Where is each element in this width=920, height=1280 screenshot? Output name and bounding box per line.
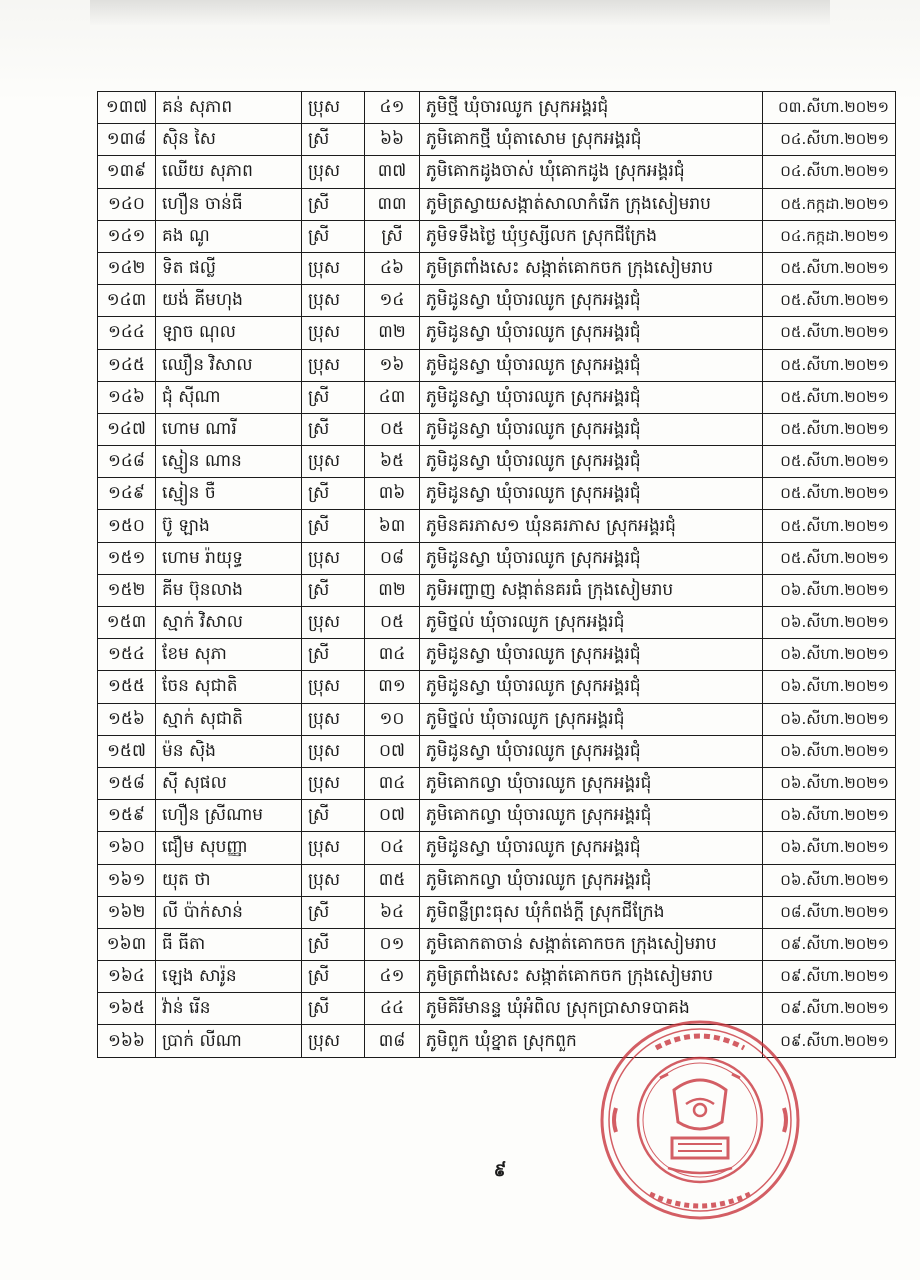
age-cell: ៣៣ xyxy=(365,188,420,220)
sex-cell: ប្រុស xyxy=(302,542,365,574)
table-row xyxy=(98,896,896,928)
row-number-cell: ១៣៨ xyxy=(98,124,156,156)
age-cell: ១៤ xyxy=(365,285,420,317)
age-cell: ៣៤ xyxy=(365,767,420,799)
table-row xyxy=(98,703,896,735)
sex-cell: ស្រី xyxy=(302,961,365,993)
address-cell: ភូមិទទឹងថ្ងៃ ឃុំឫស្សីលក ស្រុកជីក្រែង xyxy=(420,220,763,252)
age-cell: ៣៤ xyxy=(365,639,420,671)
row-number-cell: ១៥៥ xyxy=(98,671,156,703)
date-cell: ០៤.កក្កដា.២០២១ xyxy=(763,220,896,252)
date-cell: ០៦.សីហា.២០២១ xyxy=(763,800,896,832)
date-cell: ០៥.សីហា.២០២១ xyxy=(763,510,896,542)
sex-cell: ប្រុស xyxy=(302,735,365,767)
row-number-cell: ១៤០ xyxy=(98,188,156,220)
row-number-cell: ១៤៣ xyxy=(98,285,156,317)
date-cell: ០៩.សីហា.២០២១ xyxy=(763,1025,896,1057)
age-cell: ស្រី xyxy=(365,220,420,252)
age-cell: ៣៦ xyxy=(365,478,420,510)
address-cell: ភូមិពន្លឺព្រះធុស ឃុំកំពង់ក្ដី ស្រុកជីក្រែង xyxy=(420,896,763,928)
table-row xyxy=(98,317,896,349)
age-cell: ៣៥ xyxy=(365,864,420,896)
date-cell: ០៥.សីហា.២០២១ xyxy=(763,381,896,413)
table-row xyxy=(98,735,896,767)
person-name-cell: ខែម សុភា xyxy=(156,639,302,671)
address-cell: ភូមិអញ្ចាញ សង្កាត់នគរធំ ក្រុងសៀមរាប xyxy=(420,574,763,606)
row-number-cell: ១៦០ xyxy=(98,832,156,864)
person-name-cell: ស៊ី សុផល xyxy=(156,767,302,799)
row-number-cell: ១៥១ xyxy=(98,542,156,574)
date-cell: ០៥.សីហា.២០២១ xyxy=(763,317,896,349)
sex-cell: ប្រុស xyxy=(302,864,365,896)
row-number-cell: ១៥៤ xyxy=(98,639,156,671)
person-name-cell: ស្មាក់ វិសាល xyxy=(156,607,302,639)
table-row xyxy=(98,349,896,381)
row-number-cell: ១៤៦ xyxy=(98,381,156,413)
person-name-cell: ហឿន ចាន់ធី xyxy=(156,188,302,220)
table-row xyxy=(98,92,896,124)
table-row xyxy=(98,993,896,1025)
age-cell: ៤៤ xyxy=(365,993,420,1025)
date-cell: ០៦.សីហា.២០២១ xyxy=(763,864,896,896)
person-name-cell: ចែន សុជាតិ xyxy=(156,671,302,703)
address-cell: ភូមិត្រស្វាយសង្កាត់សាលាកំរើក ក្រុងសៀមរាប xyxy=(420,188,763,220)
sex-cell: ស្រី xyxy=(302,993,365,1025)
date-cell: ០៦.សីហា.២០២១ xyxy=(763,703,896,735)
age-cell: ០១ xyxy=(365,928,420,960)
date-cell: ០៤.សីហា.២០២១ xyxy=(763,124,896,156)
table-row xyxy=(98,156,896,188)
date-cell: ០៥.សីហា.២០២១ xyxy=(763,285,896,317)
date-cell: ០៥.សីហា.២០២១ xyxy=(763,478,896,510)
table-row xyxy=(98,446,896,478)
address-cell: ភូមិថ្នល់ ឃុំចារឈូក ស្រុកអង្គរជុំ xyxy=(420,607,763,639)
address-cell: ភូមិគោកល្វា ឃុំចារឈូក ស្រុកអង្គរជុំ xyxy=(420,767,763,799)
row-number-cell: ១៤៥ xyxy=(98,349,156,381)
sex-cell: ស្រី xyxy=(302,220,365,252)
sex-cell: ស្រី xyxy=(302,124,365,156)
date-cell: ០៥.កក្កដា.២០២១ xyxy=(763,188,896,220)
table-row xyxy=(98,639,896,671)
date-cell: ០៩.សីហា.២០២១ xyxy=(763,993,896,1025)
table-row xyxy=(98,381,896,413)
date-cell: ០៥.សីហា.២០២១ xyxy=(763,252,896,284)
age-cell: ៣៨ xyxy=(365,1025,420,1057)
sex-cell: ប្រុស xyxy=(302,703,365,735)
table-row xyxy=(98,961,896,993)
table-row xyxy=(98,928,896,960)
age-cell: ០៧ xyxy=(365,800,420,832)
age-cell: ៤៣ xyxy=(365,381,420,413)
table-row xyxy=(98,671,896,703)
page-number: ៩ xyxy=(493,1160,507,1181)
age-cell: ០៤ xyxy=(365,832,420,864)
table-row xyxy=(98,800,896,832)
address-cell: ភូមិពួក ឃុំខ្នាត ស្រុកពួក xyxy=(420,1025,763,1057)
table-row xyxy=(98,607,896,639)
person-name-cell: ឡេង សារ៉ូន xyxy=(156,961,302,993)
address-cell: ភូមិគោកថ្មី ឃុំតាសោម ស្រុកអង្គរជុំ xyxy=(420,124,763,156)
person-name-cell: ប៊ូ ឡាង xyxy=(156,510,302,542)
address-cell: ភូមិនគរភាស១ ឃុំនគរភាស ស្រុកអង្គរជុំ xyxy=(420,510,763,542)
person-name-cell: ហោម រ៉ាយុទ្ធ xyxy=(156,542,302,574)
table-row xyxy=(98,832,896,864)
person-name-cell: ឈើយ សុភាព xyxy=(156,156,302,188)
table-row xyxy=(98,574,896,606)
address-cell: ភូមិត្រពាំងសេះ សង្កាត់គោកចក ក្រុងសៀមរាប xyxy=(420,961,763,993)
date-cell: ០៩.សីហា.២០២១ xyxy=(763,928,896,960)
row-number-cell: ១៤១ xyxy=(98,220,156,252)
sex-cell: ស្រី xyxy=(302,574,365,606)
date-cell: ០៦.សីហា.២០២១ xyxy=(763,607,896,639)
date-cell: ០៥.សីហា.២០២១ xyxy=(763,413,896,445)
row-number-cell: ១៣៩ xyxy=(98,156,156,188)
age-cell: ៤១ xyxy=(365,961,420,993)
date-cell: ០៥.សីហា.២០២១ xyxy=(763,542,896,574)
sex-cell: ប្រុស xyxy=(302,767,365,799)
row-number-cell: ១៤៩ xyxy=(98,478,156,510)
person-name-cell: ស្មាក់ សុជាតិ xyxy=(156,703,302,735)
person-name-cell: ឡាច ណុល xyxy=(156,317,302,349)
date-cell: ០៦.សីហា.២០២១ xyxy=(763,832,896,864)
sex-cell: ប្រុស xyxy=(302,671,365,703)
person-name-cell: ស្មៀន ណាន xyxy=(156,446,302,478)
person-name-cell: ស៊ិន សៃ xyxy=(156,124,302,156)
address-cell: ភូមិថ្នល់ ឃុំចារឈូក ស្រុកអង្គរជុំ xyxy=(420,703,763,735)
table-row xyxy=(98,413,896,445)
row-number-cell: ១៦៦ xyxy=(98,1025,156,1057)
sex-cell: ស្រី xyxy=(302,381,365,413)
date-cell: ០៦.សីហា.២០២១ xyxy=(763,574,896,606)
address-cell: ភូមិដូនស្វា ឃុំចារឈូក ស្រុកអង្គរជុំ xyxy=(420,317,763,349)
date-cell: ០៦.សីហា.២០២១ xyxy=(763,639,896,671)
address-cell: ភូមិថ្មី ឃុំចារឈូក ស្រុកអង្គរជុំ xyxy=(420,92,763,124)
person-name-cell: វ៉ាន់ រើន xyxy=(156,993,302,1025)
table-row xyxy=(98,767,896,799)
sex-cell: ស្រី xyxy=(302,510,365,542)
sex-cell: ស្រី xyxy=(302,928,365,960)
date-cell: ០៣.សីហា.២០២១ xyxy=(763,92,896,124)
table-row xyxy=(98,124,896,156)
person-name-cell: ជុំ ស៊ីណា xyxy=(156,381,302,413)
date-cell: ០៤.សីហា.២០២១ xyxy=(763,156,896,188)
sex-cell: ប្រុស xyxy=(302,285,365,317)
table-row xyxy=(98,864,896,896)
roster-table xyxy=(97,91,896,1058)
age-cell: ០៥ xyxy=(365,607,420,639)
table-row xyxy=(98,478,896,510)
address-cell: ភូមិគិរីមានន្ទ ឃុំអំពិល ស្រុកប្រាសាទបាគង xyxy=(420,993,763,1025)
age-cell: ៣១ xyxy=(365,671,420,703)
address-cell: ភូមិដូនស្វា ឃុំចារឈូក ស្រុកអង្គរជុំ xyxy=(420,639,763,671)
age-cell: ១០ xyxy=(365,703,420,735)
row-number-cell: ១៥៣ xyxy=(98,607,156,639)
sex-cell: ស្រី xyxy=(302,478,365,510)
table-row xyxy=(98,220,896,252)
row-number-cell: ១៤៤ xyxy=(98,317,156,349)
address-cell: ភូមិដូនស្វា ឃុំចារឈូក ស្រុកអង្គរជុំ xyxy=(420,478,763,510)
address-cell: ភូមិដូនស្វា ឃុំចារឈូក ស្រុកអង្គរជុំ xyxy=(420,832,763,864)
row-number-cell: ១៤២ xyxy=(98,252,156,284)
row-number-cell: ១៦៥ xyxy=(98,993,156,1025)
address-cell: ភូមិដូនស្វា ឃុំចារឈូក ស្រុកអង្គរជុំ xyxy=(420,349,763,381)
sex-cell: ស្រី xyxy=(302,896,365,928)
address-cell: ភូមិដូនស្វា ឃុំចារឈូក ស្រុកអង្គរជុំ xyxy=(420,381,763,413)
table-row xyxy=(98,542,896,574)
person-name-cell: ស្មៀន ចឺ xyxy=(156,478,302,510)
row-number-cell: ១៥២ xyxy=(98,574,156,606)
age-cell: ១៦ xyxy=(365,349,420,381)
person-name-cell: ធី ធីតា xyxy=(156,928,302,960)
row-number-cell: ១៥៧ xyxy=(98,735,156,767)
sex-cell: ប្រុស xyxy=(302,156,365,188)
sex-cell: ប្រុស xyxy=(302,252,365,284)
address-cell: ភូមិដូនស្វា ឃុំចារឈូក ស្រុកអង្គរជុំ xyxy=(420,735,763,767)
sex-cell: ស្រី xyxy=(302,639,365,671)
address-cell: ភូមិគោកតាចាន់ សង្កាត់គោកចក ក្រុងសៀមរាប xyxy=(420,928,763,960)
date-cell: ០៦.សីហា.២០២១ xyxy=(763,671,896,703)
person-name-cell: ម៉ន ស៊ិង xyxy=(156,735,302,767)
row-number-cell: ១៥៩ xyxy=(98,800,156,832)
page-shadow-edge xyxy=(90,0,830,26)
person-name-cell: ប្រាក់ លីណា xyxy=(156,1025,302,1057)
person-name-cell: ជឿម សុបញ្ញា xyxy=(156,832,302,864)
row-number-cell: ១៦១ xyxy=(98,864,156,896)
age-cell: ៤៦ xyxy=(365,252,420,284)
person-name-cell: ហឿន ស្រីណាម xyxy=(156,800,302,832)
sex-cell: ប្រុស xyxy=(302,92,365,124)
date-cell: ០៦.សីហា.២០២១ xyxy=(763,767,896,799)
row-number-cell: ១៦២ xyxy=(98,896,156,928)
row-number-cell: ១៥៦ xyxy=(98,703,156,735)
address-cell: ភូមិដូនស្វា ឃុំចារឈូក ស្រុកអង្គរជុំ xyxy=(420,671,763,703)
person-name-cell: លី ប៉ាក់សាន់ xyxy=(156,896,302,928)
age-cell: ៦៦ xyxy=(365,124,420,156)
date-cell: ០៨.សីហា.២០២១ xyxy=(763,896,896,928)
person-name-cell: ឈឿន វិសាល xyxy=(156,349,302,381)
roster-table-body xyxy=(98,92,896,1058)
table-row xyxy=(98,510,896,542)
person-name-cell: ហោម ណារី xyxy=(156,413,302,445)
row-number-cell: ១៤៨ xyxy=(98,446,156,478)
address-cell: ភូមិដូនស្វា ឃុំចារឈូក ស្រុកអង្គរជុំ xyxy=(420,542,763,574)
row-number-cell: ១៦៤ xyxy=(98,961,156,993)
person-name-cell: គីម ប៊ុនលាង xyxy=(156,574,302,606)
age-cell: ៦៣ xyxy=(365,510,420,542)
sex-cell: ស្រី xyxy=(302,800,365,832)
table-row xyxy=(98,188,896,220)
person-name-cell: គន់ សុភាព xyxy=(156,92,302,124)
row-number-cell: ១៥០ xyxy=(98,510,156,542)
row-number-cell: ១៦៣ xyxy=(98,928,156,960)
sex-cell: ប្រុស xyxy=(302,607,365,639)
address-cell: ភូមិគោកដូងចាស់ ឃុំគោកដូង ស្រុកអង្គរជុំ xyxy=(420,156,763,188)
age-cell: ៣៧ xyxy=(365,156,420,188)
address-cell: ភូមិត្រពាំងសេះ សង្កាត់គោកចក ក្រុងសៀមរាប xyxy=(420,252,763,284)
sex-cell: ស្រី xyxy=(302,188,365,220)
person-name-cell: យង់ គីមហុង xyxy=(156,285,302,317)
person-name-cell: គង ណូ xyxy=(156,220,302,252)
sex-cell: ប្រុស xyxy=(302,446,365,478)
date-cell: ០៦.សីហា.២០២១ xyxy=(763,735,896,767)
table-row xyxy=(98,285,896,317)
table-row xyxy=(98,252,896,284)
age-cell: ០៧ xyxy=(365,735,420,767)
address-cell: ភូមិគោកល្វា ឃុំចារឈូក ស្រុកអង្គរជុំ xyxy=(420,800,763,832)
age-cell: ០៨ xyxy=(365,542,420,574)
date-cell: ០៩.សីហា.២០២១ xyxy=(763,961,896,993)
date-cell: ០៥.សីហា.២០២១ xyxy=(763,349,896,381)
sex-cell: ស្រី xyxy=(302,413,365,445)
address-cell: ភូមិដូនស្វា ឃុំចារឈូក ស្រុកអង្គរជុំ xyxy=(420,446,763,478)
age-cell: ៦៤ xyxy=(365,896,420,928)
address-cell: ភូមិដូនស្វា ឃុំចារឈូក ស្រុកអង្គរជុំ xyxy=(420,285,763,317)
sex-cell: ប្រុស xyxy=(302,317,365,349)
row-number-cell: ១៣៧ xyxy=(98,92,156,124)
person-name-cell: យុត ថា xyxy=(156,864,302,896)
row-number-cell: ១៥៨ xyxy=(98,767,156,799)
age-cell: ៤១ xyxy=(365,92,420,124)
table-row xyxy=(98,1025,896,1057)
age-cell: ៦៥ xyxy=(365,446,420,478)
date-cell: ០៥.សីហា.២០២១ xyxy=(763,446,896,478)
person-name-cell: ទិត ផល្លី xyxy=(156,252,302,284)
sex-cell: ប្រុស xyxy=(302,832,365,864)
age-cell: ៣២ xyxy=(365,317,420,349)
address-cell: ភូមិគោកល្វា ឃុំចារឈូក ស្រុកអង្គរជុំ xyxy=(420,864,763,896)
sex-cell: ប្រុស xyxy=(302,1025,365,1057)
row-number-cell: ១៤៧ xyxy=(98,413,156,445)
age-cell: ៣២ xyxy=(365,574,420,606)
age-cell: ០៥ xyxy=(365,413,420,445)
address-cell: ភូមិដូនស្វា ឃុំចារឈូក ស្រុកអង្គរជុំ xyxy=(420,413,763,445)
sex-cell: ប្រុស xyxy=(302,349,365,381)
